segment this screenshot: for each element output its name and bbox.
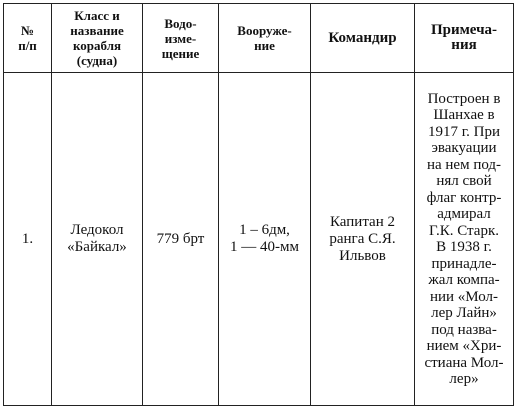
cell-displacement: 779 брт [143,73,219,406]
cell-armament: 1 – 6дм, 1 — 40-мм [219,73,311,406]
cell-ship: Ледокол «Байкал» [52,73,143,406]
header-number: № п/п [4,4,52,73]
header-displacement: Водо- изме- щение [143,4,219,73]
header-ship-class-name: Класс и название корабля (судна) [52,4,143,73]
ships-table [3,3,514,406]
cell-number: 1. [4,73,52,406]
header-row [4,4,514,73]
cell-notes: Построен в Шанхае в 1917 г. При эвакуации на нем под- нял свой флаг контр- адмирал Г.К. Старк. В 1938 г. принадле- жал компа- нии «Мол- лер Лайн» под назва- нием «Хри- стиана Мол- лер» [415,73,514,406]
table-row [4,73,514,406]
cell-commander: Капитан 2 ранга С.Я. Ильвов [311,73,415,406]
header-armament: Вооруже- ние [219,4,311,73]
header-commander: Командир [311,4,415,73]
header-notes: Примеча- ния [415,4,514,73]
